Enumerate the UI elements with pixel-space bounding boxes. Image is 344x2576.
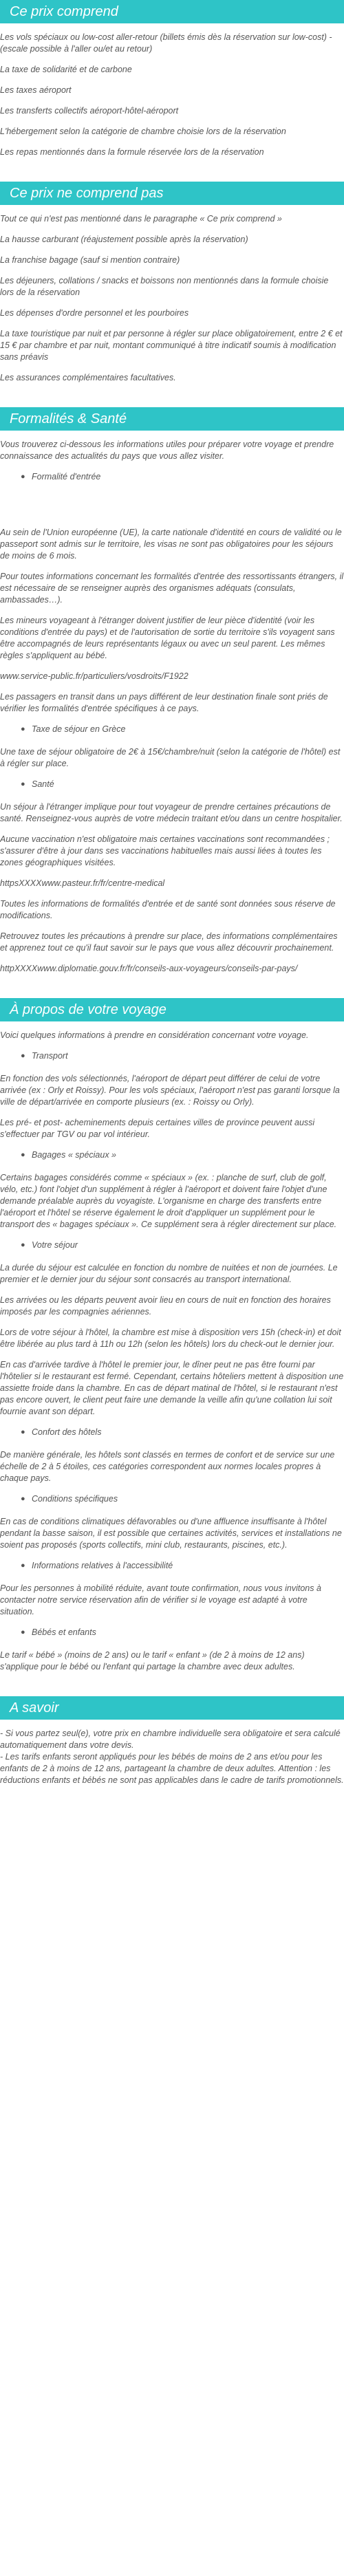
inclusion-item: L'hébergement selon la catégorie de chambre choisie lors de la réservation (0, 127, 286, 136)
bullet-label: Bébés et enfants (32, 1627, 96, 1637)
paragraph: Pour toutes informations concernant les formalités d'entrée des ressortissants étrangers, il est nécessaire de se renseigner auprès des organismes adéquats (consulats, ambassades…). (0, 572, 344, 605)
paragraph: Les pré- et post- acheminements depuis certaines villes de province peuvent aussi s'effectuer par TGV ou par vol intérieur. (0, 1118, 315, 1139)
section-prix-comprend (0, 0, 344, 158)
bullet-icon: ● (21, 780, 25, 788)
link-pasteur[interactable]: httpsXXXXwww.pasteur.fr/fr/centre-medical (0, 878, 165, 888)
paragraph: Retrouvez toutes les précautions à prendre sur place, des informations complémentaires et apprenez tout ce qu'il faut savoir sur le pays que vous allez découvrir prochainement. (0, 931, 338, 953)
bullet-accessibilite (21, 1560, 344, 1572)
bullet-label: Confort des hôtels (32, 1427, 102, 1437)
inclusion-item: Les taxes aéroport (0, 85, 72, 95)
bullet-icon: ● (21, 1241, 25, 1249)
bullet-icon: ● (21, 1052, 25, 1060)
bullet-label: Santé (32, 779, 54, 789)
bullet-icon: ● (21, 725, 25, 733)
paragraph: Lors de votre séjour à l'hôtel, la chambre est mise à disposition vers 15h (check-in) et doit être libérée au plus tard à 11h ou 12h (selon les hôtels) lors du check-out le dernier jour. (0, 1328, 341, 1349)
section-title-prix-comprend: Ce prix comprend (0, 0, 344, 23)
paragraph: Les arrivées ou les départs peuvent avoir lieu en cours de nuit en fonction des horaires imposés par les compagnies aériennes. (0, 1295, 331, 1317)
bullet-label: Votre séjour (32, 1240, 78, 1250)
bullet-icon: ● (21, 1561, 25, 1570)
bullet-label: Formalité d'entrée (32, 472, 101, 481)
section-asavoir (0, 1696, 344, 1786)
section-title-apropos: À propos de votre voyage (0, 998, 344, 1021)
section-apropos (0, 998, 344, 1673)
apropos-intro: Voici quelques informations à prendre en considération concernant votre voyage. (0, 1030, 309, 1040)
bullet-label: Taxe de séjour en Grèce (32, 724, 126, 734)
bullet-conditions (21, 1493, 344, 1505)
paragraph: La durée du séjour est calculée en fonction du nombre de nuitées et non de journées. Le premier et le dernier jour du séjour sont consacrés au transport international. (0, 1263, 338, 1284)
asavoir-line: - Si vous partez seul(e), votre prix en chambre individuelle sera obligatoire et sera calculé automatiquement dans votre devis. (0, 1729, 341, 1750)
spacer (0, 494, 344, 527)
bullet-icon: ● (21, 1151, 25, 1159)
paragraph: Une taxe de séjour obligatoire de 2€ à 15€/chambre/nuit (selon la catégorie de l'hôtel) est à régler sur place. (0, 747, 341, 768)
inclusion-item: La taxe de solidarité et de carbone (0, 65, 132, 74)
bullet-icon: ● (21, 1428, 25, 1436)
bullet-sante (21, 779, 344, 790)
section-prix-ne-comprend (0, 182, 344, 384)
bullet-label: Transport (32, 1051, 68, 1061)
asavoir-line: - Les tarifs enfants seront appliqués pour les bébés de moins de 2 ans et/ou pour les enfants de 2 à moins de 12 ans, partageant la chambre de deux adultes. Attention : les réductions enfants et bébés ne sont pas applicables dans le cadre de tarifs promotionnels. (0, 1752, 344, 1785)
bullet-taxe-sejour (21, 724, 344, 735)
paragraph: Toutes les informations de formalités d'entrée et de santé sont données sous réserve de modifications. (0, 899, 336, 920)
paragraph: Les passagers en transit dans un pays différent de leur destination finale sont priés de vérifier les formalités d'entrée spécifiques à ce pays. (0, 692, 328, 713)
bullet-bebes (21, 1627, 344, 1638)
section-title-asavoir: A savoir (0, 1696, 344, 1720)
section-formalites (0, 407, 344, 975)
bullet-bagages (21, 1149, 344, 1161)
paragraph: Les mineurs voyageant à l'étranger doivent justifier de leur pièce d'identité (voir les conditions d'entrée du pays) et de l'autorisation de sortie du territoire s'ils voyagent sans être accompagnés de leurs représentants légaux ou avec un seul parent. Les mêmes règles s'appliquent au bébé. (0, 616, 335, 660)
paragraph: Au sein de l'Union européenne (UE), la carte nationale d'identité en cours de validité ou le passeport sont admis sur le territoire, les visas ne sont pas obligatoires pour les séjours de moins de 6 mois. (0, 528, 342, 561)
exclusion-item: Tout ce qui n'est pas mentionné dans le paragraphe « Ce prix comprend » (0, 214, 282, 224)
inclusion-item: Les repas mentionnés dans la formule réservée lors de la réservation (0, 147, 264, 157)
formalites-intro: Vous trouverez ci-dessous les informations utiles pour préparer votre voyage et prendre connaissance des actualités du pays que vous allez visiter. (0, 440, 334, 461)
paragraph: Pour les personnes à mobilité réduite, avant toute confirmation, nous vous invitons à contacter notre service réservation afin de vérifier si le voyage est adapté à votre situation. (0, 1583, 321, 1616)
bullet-label: Informations relatives à l'accessibilité (32, 1561, 173, 1570)
bullet-confort (21, 1427, 344, 1438)
section-title-formalites: Formalités & Santé (0, 407, 344, 431)
paragraph: Certains bagages considérés comme « spéciaux » (ex. : planche de surf, club de golf, vélo, etc.) font l'objet d'un supplément à régler à l'aéroport et doivent faire l'objet d'une demande préalable auprès du voyagiste. L'organisme en charge des transferts entre l'aéroport et l'hôtel se réserve également le droit d'appliquer un supplément pour le transport des « bagages spéciaux ». Ce supplément sera à régler directement sur place. (0, 1173, 337, 1229)
bullet-label: Conditions spécifiques (32, 1494, 118, 1504)
paragraph: De manière générale, les hôtels sont classés en termes de confort et de service sur une échelle de 2 à 5 étoiles, ces catégories correspondent aux normes locales propres à chaque pays. (0, 1450, 335, 1483)
exclusion-item: Les déjeuners, collations / snacks et boissons non mentionnés dans la formule choisie lors de la réservation (0, 276, 329, 297)
bullet-icon: ● (21, 473, 25, 481)
exclusion-item: La hausse carburant (réajustement possible après la réservation) (0, 235, 248, 244)
paragraph: Aucune vaccination n'est obligatoire mais certaines vaccinations sont recommandées ; s'assurer d'être à jour dans ses vaccinations habituelles mais aussi liées à toutes les zones géographiques visitées. (0, 834, 330, 867)
bullet-formalite-entree (21, 471, 344, 483)
paragraph: En cas de conditions climatiques défavorables ou d'une affluence insuffisante à l'hôtel pendant la basse saison, il est possible que certaines activités, services et installations ne soient pas proposés (sports collectifs, mini club, restaurants, piscines, etc.). (0, 1517, 342, 1550)
inclusion-item: Les vols spéciaux ou low-cost aller-retour (billets émis dès la réservation sur low-cost) - (escale possible à l'aller ou/et au retour) (0, 32, 332, 54)
exclusion-item: Les assurances complémentaires facultatives. (0, 373, 176, 382)
paragraph: Un séjour à l'étranger implique pour tout voyageur de prendre certaines précautions de santé. Renseignez-vous auprès de votre médecin traitant et/ou dans un centre hospitalier. (0, 802, 343, 823)
bullet-sejour (21, 1240, 344, 1251)
section-title-prix-ne-comprend: Ce prix ne comprend pas (0, 182, 344, 205)
exclusion-item: La franchise bagage (sauf si mention contraire) (0, 255, 180, 265)
inclusion-item: Les transferts collectifs aéroport-hôtel-aéroport (0, 106, 179, 116)
paragraph: En fonction des vols sélectionnés, l'aéroport de départ peut différer de celui de votre arrivée (ex : Orly et Roissy). Pour les vols spéciaux, l'aéroport n'est pas garanti lorsque la ville de départ/arrivée en comporte plusieurs (ex. : Roissy ou Orly). (0, 1074, 340, 1107)
exclusion-item: La taxe touristique par nuit et par personne à régler sur place obligatoirement, entre 2 € et 15 € par chambre et par nuit, montant communiqué à titre indicatif soumis à modification sans préavis (0, 329, 343, 362)
paragraph: Le tarif « bébé » (moins de 2 ans) ou le tarif « enfant » (de 2 à moins de 12 ans) s'applique pour le bébé ou l'enfant qui partage la chambre avec deux adultes. (0, 1650, 305, 1671)
bullet-label: Bagages « spéciaux » (32, 1150, 117, 1160)
link-diplomatie[interactable]: httpXXXXwww.diplomatie.gouv.fr/fr/conseils-aux-voyageurs/conseils-par-pays/ (0, 964, 298, 973)
bullet-icon: ● (21, 1628, 25, 1636)
exclusion-item: Les dépenses d'ordre personnel et les pourboires (0, 308, 189, 318)
bullet-transport (21, 1050, 344, 1062)
bullet-icon: ● (21, 1495, 25, 1503)
link-service-public[interactable]: www.service-public.fr/particuliers/vosdroits/F1922 (0, 671, 189, 681)
paragraph: En cas d'arrivée tardive à l'hôtel le premier jour, le dîner peut ne pas être fourni par l'hôtelier si le restaurant est fermé. Cependant, certains hôteliers mettent à disposition une assiette froide dans la chambre. En cas de départ matinal de l'hôtel, si le restaurant n'est pas encore ouvert, le client peut faire une demande la veille afin qu'une collation lui soit fournie avant son départ. (0, 1360, 344, 1416)
